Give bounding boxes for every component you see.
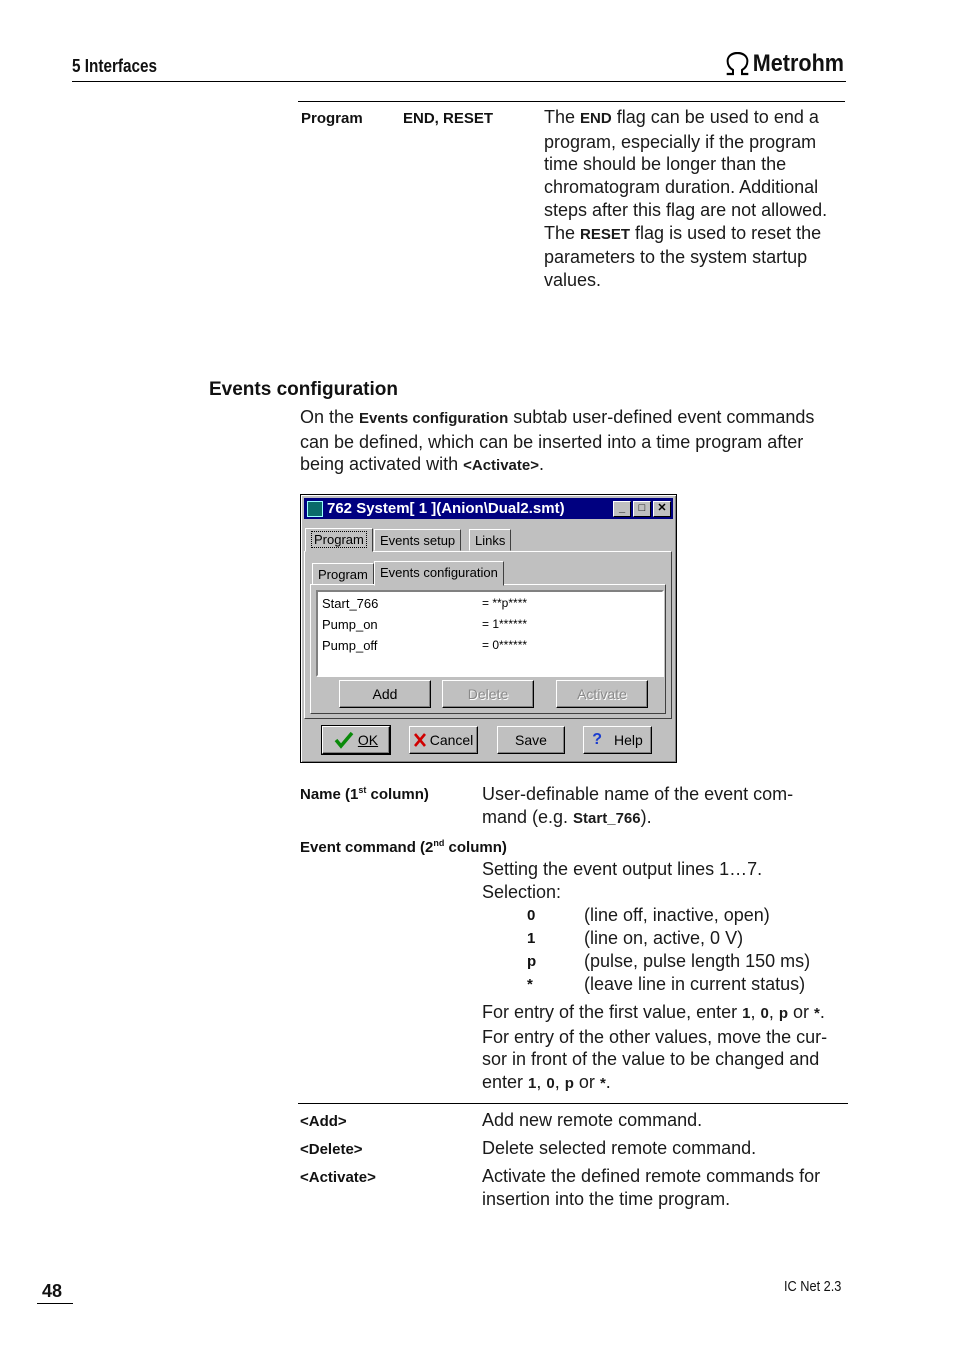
- app-icon: [307, 501, 323, 517]
- activate-description: Activate the defined remote commands for insertion into the time program.: [482, 1166, 821, 1209]
- delete-description: Delete selected remote command.: [482, 1138, 757, 1158]
- program-row-description: The END flag can be used to end a program, especially if the program time should be longer than the chromatogram duration. Additional steps after this flag are not allowed. The RESET flag is used to reset the parameters to the system startup values.: [544, 107, 828, 290]
- option-text: (line on, active, 0 V): [584, 928, 744, 948]
- activate-label: <Activate>: [300, 1169, 376, 1186]
- event-command[interactable]: = **p****: [482, 596, 528, 610]
- minimize-button[interactable]: _: [613, 501, 631, 517]
- check-icon: [334, 731, 354, 749]
- ok-label: OK: [357, 732, 379, 748]
- delete-button[interactable]: Delete: [442, 680, 534, 708]
- event-command[interactable]: = 1******: [482, 617, 528, 631]
- x-icon: [414, 733, 426, 747]
- metrohm-logo: [724, 50, 844, 78]
- name-column-label: Name (1st column): [300, 785, 429, 803]
- table-top-rule: [298, 101, 845, 102]
- header-rule: [72, 81, 846, 82]
- close-button[interactable]: ✕: [653, 501, 671, 517]
- entry-instructions: For entry of the first value, enter 1, 0, p or *. For entry of the other values, move the cur-sor in front of the value to be changed and enter 1, 0, p or *.: [482, 1002, 828, 1093]
- option-key: 0: [527, 907, 536, 924]
- option-key: 1: [527, 930, 536, 947]
- maximize-button[interactable]: □: [633, 501, 651, 517]
- omega-logo-icon: [724, 52, 751, 76]
- footer-rule: [37, 1303, 73, 1304]
- option-text: (line off, inactive, open): [584, 905, 770, 925]
- activate-button[interactable]: Activate: [556, 680, 648, 708]
- event-name[interactable]: Pump_on: [322, 617, 378, 632]
- option-text: (pulse, pulse length 150 ms): [584, 951, 811, 971]
- event-command[interactable]: = 0******: [482, 638, 528, 652]
- save-button[interactable]: Save: [497, 726, 565, 754]
- buttons-table-rule: [298, 1103, 848, 1104]
- tab-links[interactable]: Links: [469, 529, 511, 551]
- dialog-titlebar[interactable]: [304, 498, 673, 519]
- option-text: (leave line in current status): [584, 974, 806, 994]
- event-name[interactable]: Pump_off: [322, 638, 378, 653]
- program-row-label: Program: [301, 110, 363, 127]
- program-row-flags: END, RESET: [403, 110, 494, 127]
- add-label: <Add>: [300, 1113, 347, 1130]
- brand-name: Metrohm: [752, 50, 845, 77]
- subtab-program[interactable]: Program: [312, 563, 374, 585]
- help-button[interactable]: [583, 726, 652, 754]
- cancel-label: Cancel: [429, 732, 474, 748]
- ok-button[interactable]: [322, 726, 390, 754]
- event-name[interactable]: Start_766: [322, 596, 379, 611]
- add-button[interactable]: Add: [339, 680, 431, 708]
- tab-program[interactable]: [305, 528, 373, 552]
- help-label: Help: [613, 732, 643, 748]
- section-title: Events configuration: [209, 379, 398, 400]
- event-command-column-label: Event command (2nd column): [300, 838, 507, 856]
- command-line2: Selection:: [482, 882, 562, 902]
- option-key: *: [527, 976, 533, 993]
- section-intro: On the Events configuration subtab user-defined event commands can be defined, which can be inserted into a time program after being activated with <Activate>.: [300, 407, 815, 475]
- page-number: 48: [42, 1281, 63, 1301]
- option-key: p: [527, 953, 537, 970]
- add-description: Add new remote command.: [482, 1110, 703, 1130]
- cancel-button[interactable]: [409, 726, 478, 754]
- command-line1: Setting the event output lines 1…7.: [482, 859, 763, 879]
- event-list[interactable]: [316, 590, 664, 677]
- tab-events-setup[interactable]: Events setup: [374, 529, 461, 551]
- name-column-description: User-definable name of the event com-mand (e.g. Start_766).: [482, 784, 794, 827]
- subtab-events-configuration[interactable]: Events configuration: [374, 561, 504, 586]
- tab-program-label: Program: [311, 531, 367, 548]
- question-icon: ?: [592, 731, 602, 748]
- delete-label: <Delete>: [300, 1141, 363, 1158]
- running-header-section: 5 Interfaces: [72, 56, 158, 76]
- footer-product: IC Net 2.3: [784, 1278, 842, 1295]
- dialog-title: 762 System[ 1 ](Anion\Dual2.smt): [327, 500, 565, 517]
